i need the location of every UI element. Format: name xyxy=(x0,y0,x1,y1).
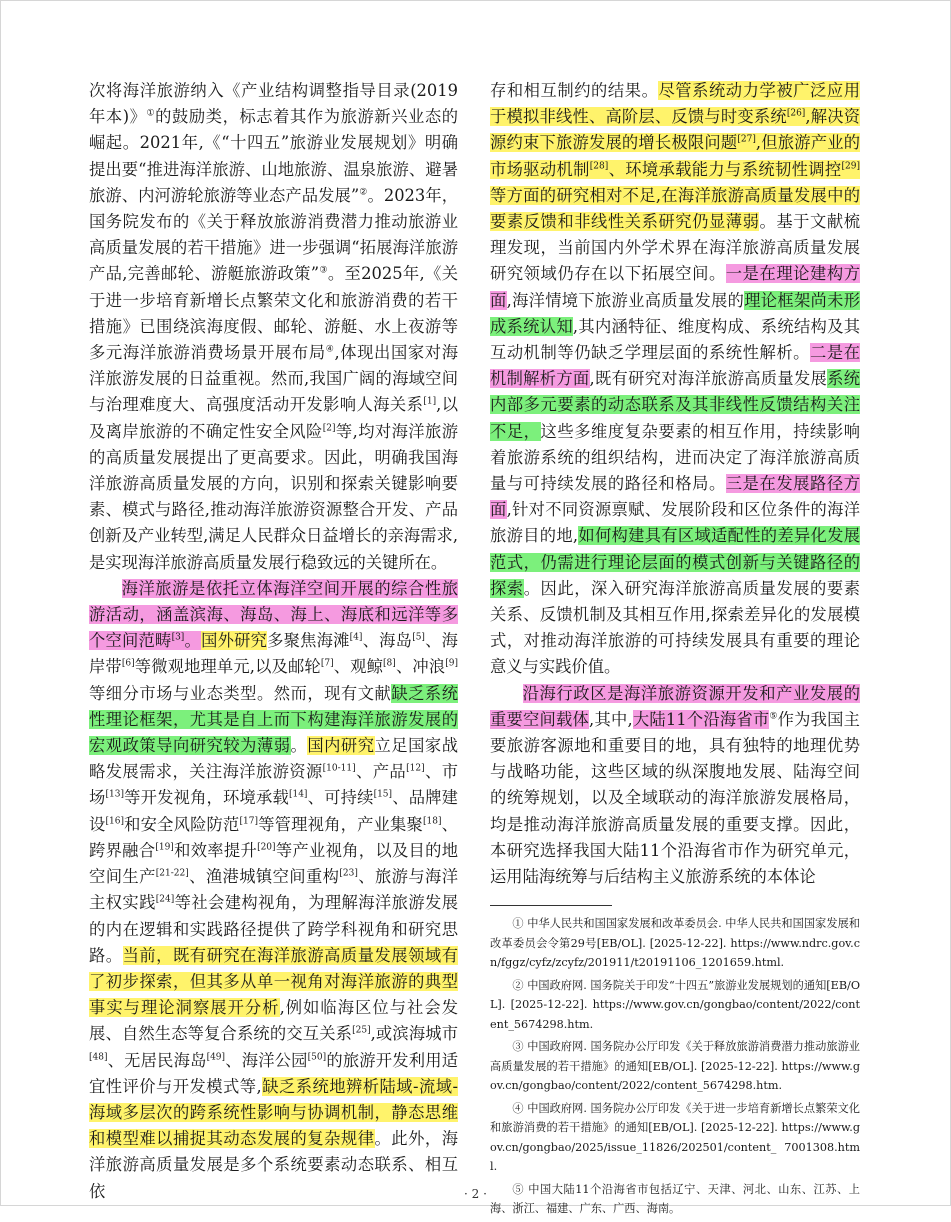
text-span: 立足国家战略发展需求，关注海洋旅游资源 xyxy=(89,736,458,782)
footnote-4: ④ 中国政府网. 国务院办公厅印发《关于进一步培育新增长点繁荣文化和旅游消费的若干措施》的通知[EB/OL]. [2025-12-22]. https://www.gov.cn/gongbao/2025/issue_11826/202501/content_ 7001308.html. xyxy=(490,1101,860,1174)
highlight-yellow: 国内研究 xyxy=(307,736,375,756)
right-paragraph-2 xyxy=(490,681,860,891)
citation: [4] xyxy=(349,632,363,643)
citation: [14] xyxy=(288,790,308,801)
text-span: 、海岛 xyxy=(362,631,413,651)
citation: [23] xyxy=(339,868,358,879)
citation: [1] xyxy=(423,397,437,408)
citation: [15] xyxy=(373,790,393,801)
footnote-2: ② 中国政府网. 国务院关于印发“十四五”旅游业发展规划的通知[EB/OL]. [2025-12-22]. https://www.gov.cn/gongbao/content/2022/content_5674298.htm. xyxy=(490,978,860,1031)
text-span: 多聚焦海滩 xyxy=(267,631,350,651)
text-span: ,以及离岸旅游的不确定性安全风险 xyxy=(89,395,458,441)
text-span: 等细分市场与业态类型。然而，现有文献 xyxy=(89,683,392,703)
text-span: 。此外，海洋旅游高质量发展是多个系统要素动态联系、相互依 xyxy=(89,1129,458,1201)
text-span: 的旅游开发利用适宜性评价与开发模式等, xyxy=(89,1050,458,1096)
footnote-marker: ③ xyxy=(319,266,328,276)
text-span: 、可持续 xyxy=(307,788,374,808)
text-span: 存和相互制约的结果。 xyxy=(490,81,659,100)
left-column xyxy=(89,78,458,1205)
text-span: 次将海洋旅游纳入《产业结构调整指导目录(2019年本)》 xyxy=(89,81,458,127)
right-column xyxy=(490,78,860,1222)
highlight-pink: 沿海行政区是海洋旅游资源开发和产业发展的重要空间载体 xyxy=(490,683,860,729)
text-span: 和效率提升 xyxy=(173,840,258,860)
text-span: 、无居民海岛 xyxy=(107,1050,207,1070)
text-span: 、旅游与海洋主权实践 xyxy=(89,867,458,913)
highlight-yellow xyxy=(490,81,860,231)
right-paragraph-1 xyxy=(490,78,860,681)
citation: [7] xyxy=(320,659,334,670)
text-span: 、产品 xyxy=(355,762,407,782)
citation: [10-11] xyxy=(322,763,356,774)
text-span: 。2023年，国务院发布的《关于释放旅游消费潜力推动旅游业高质量发展的若干措施》进一步强调“拓展海洋旅游产品,完善邮轮、游艇旅游政策” xyxy=(89,185,459,284)
citation: [20] xyxy=(257,842,276,853)
citation: [12] xyxy=(406,763,425,774)
text-span: ,海洋情境下旅游业高质量发展的 xyxy=(506,290,745,310)
citation: [8] xyxy=(383,659,396,670)
citation: [19] xyxy=(155,842,174,853)
citation: [24] xyxy=(155,894,175,905)
text-span: 、市场 xyxy=(89,762,458,808)
text-span: ,例如临海区位与社会发展、自然生态等复合系统的交互关系 xyxy=(89,998,458,1044)
footnote-marker: ① xyxy=(146,108,156,119)
footnote-3: ③ 中国政府网. 国务院办公厅印发《关于释放旅游消费潜力推动旅游业高质量发展的若干措施》的通知[EB/OL]. [2025-12-22]. https://www.gov.cn/gongbao/content/2022/content_5674298.htm. xyxy=(490,1040,860,1093)
text-span: 、跨界融合 xyxy=(89,814,458,860)
highlight-yellow: 国外研究 xyxy=(201,631,268,651)
citation: [18] xyxy=(422,816,442,827)
left-paragraph-2 xyxy=(89,576,458,1205)
citation: [21-22] xyxy=(155,868,189,879)
text-span: 等管理视角，产业集聚 xyxy=(258,814,423,834)
citation: [5] xyxy=(412,632,425,643)
citation: [16] xyxy=(105,816,124,827)
highlight-pink: 二是在机制解析方面 xyxy=(490,343,860,389)
footnote-marker: ⑤ xyxy=(769,711,778,722)
footnote-divider xyxy=(490,905,612,906)
text-span: ,体现出国家对海洋旅游发展的日益重视。然而,我国广阔的海域空间与治理难度大、高强度活动开发影响人海关系 xyxy=(89,343,458,415)
text-span: 。因此，深入研究海洋旅游高质量发展的要素关系、反馈机制及其相互作用,探索差异化的发展模式，对推动海洋旅游的可持续发展具有重要的理论意义与实践价值。 xyxy=(490,578,860,677)
highlight-pink: 一是在理论建构方面 xyxy=(490,264,860,310)
text-span: 。 xyxy=(290,736,308,756)
text-span: 等微观地理单元,以及邮轮 xyxy=(134,657,321,677)
text-span: 的鼓励类，标志着其作为旅游新兴业态的崛起。2021年,《“十四五”旅游业发展规划》明确提出要“推进海洋旅游、山地旅游、温泉旅游、避暑旅游、内河游轮旅游等业态产品发展” xyxy=(89,107,458,205)
page-number: · 2 · xyxy=(464,1187,487,1201)
highlight-pink: 三是在发展路径方面 xyxy=(490,474,860,520)
citation: [17] xyxy=(239,816,258,827)
citation: [48] xyxy=(89,1052,108,1063)
text-span: ,解决资源约束下旅游发展的增长极限问题 xyxy=(490,107,860,153)
highlight-pink: 大陆11个沿海省市 xyxy=(632,709,770,729)
highlight-green: 理论框架尚未形成系统认知 xyxy=(490,290,860,336)
text-span: 、环境承载能力与系统韧性调控 xyxy=(608,159,842,179)
citation: [27] xyxy=(737,134,756,145)
highlight-green: 缺乏系统性理论框架，尤其是自上而下构建海洋旅游发展的宏观政策导向研究较为薄弱 xyxy=(89,683,458,756)
citation: [3] xyxy=(171,632,185,643)
citation: [6] xyxy=(121,659,135,670)
footnote-marker: ② xyxy=(359,187,368,198)
text-span: 作为我国主要旅游客源地和重要目的地，具有独特的地理优势与战略功能，这些区域的纵深腹地发展、陆海空间的统筹规划，以及全域联动的海洋旅游发展格局，均是推动海洋旅游高质量发展的重要支撑。因此，本研究选择我国大陆11个沿海省市作为研究单元，运用陆海统筹与后结构主义旅游系统的本体论 xyxy=(490,709,860,887)
citation: [29] xyxy=(841,161,860,172)
text-span: 、海洋公园 xyxy=(225,1050,308,1070)
text-span: 、冲浪 xyxy=(395,657,446,677)
citation: [13] xyxy=(105,790,124,801)
text-span: 。基于文献梳理发现，当前国内外学术界在海洋旅游高质量发展研究领域仍存在以下拓展空间。 xyxy=(490,212,860,284)
text-span: 和安全风险防范 xyxy=(123,814,240,834)
citation: [50] xyxy=(307,1052,327,1063)
footnote-1: ① 中华人民共和国国家发展和改革委员会. 中华人民共和国国家发展和改革委员会令第29号[EB/OL]. [2025-12-22]. https://www.ndrc.gov.cn/fggz/cyfz/zcyfz/201911/t20191106_1201659.html. xyxy=(490,917,860,970)
text-span: 等,均对海洋旅游的高质量发展提出了更高要求。因此，明确我国海洋旅游高质量发展的方向，识别和探索关键影响要素、模式与路径,推动海洋旅游资源整合开发、产品创新及产业转型,满足人民群众日益增长的亲海需求,是实现海洋旅游高质量发展行稳致远的关键所在。 xyxy=(89,421,458,572)
text-span: 。 xyxy=(184,631,202,651)
highlight-green: 如何构建具有区域适配性的差异化发展范式，仍需进行理论层面的模式创新与关键路径的探索 xyxy=(490,526,860,598)
citation: [9] xyxy=(445,659,458,670)
citation: [28] xyxy=(589,161,609,172)
left-paragraph-1 xyxy=(89,78,458,576)
citation: [49] xyxy=(206,1052,226,1063)
text-span: ,其中, xyxy=(589,709,633,729)
text-span: 等开发视角，环境承载 xyxy=(123,788,289,808)
text-span: 海洋旅游是依托立体海洋空间开展的综合性旅游活动，涵盖滨海、海岛、海上、海底和远洋等多个空间范畴 xyxy=(89,578,458,651)
text-span: 尽管系统动力学被广泛应用于模拟非线性、高阶层、反馈与时变系统 xyxy=(490,81,860,127)
text-span: ,既有研究对海洋旅游高质量发展 xyxy=(589,369,828,389)
text-span: ,但旅游产业的市场驱动机制 xyxy=(490,133,860,179)
citation: [25] xyxy=(352,1025,371,1036)
footnotes xyxy=(490,914,860,1219)
footnote-5: ⑤ 中国大陆11个沿海省市包括辽宁、天津、河北、山东、江苏、上海、浙江、福建、广东、广西、海南。 xyxy=(490,1182,860,1216)
text-span: 、渔港城镇空间重构 xyxy=(188,867,340,887)
citation: [2] xyxy=(322,423,336,434)
text-span: ,针对不同资源禀赋、发展阶段和区位条件的海洋旅游目的地, xyxy=(490,500,860,546)
highlight-yellow: 缺乏系统地辨析陆域-流域-海域多层次的跨系统性影响与协调机制，静态思维和模型难以捕捉其动态发展的复杂规律 xyxy=(89,1076,458,1149)
text-span: 、观鲸 xyxy=(333,657,384,677)
text-span: 、海岸带 xyxy=(89,631,458,677)
text-span: 等社会建构视角，为理解海洋旅游发展的内在逻辑和实践路径提供了跨学科视角和研究思路。 xyxy=(89,893,458,965)
text-span: ,其内涵特征、维度构成、系统结构及其互动机制等仍缺乏学理层面的系统性解析。 xyxy=(490,316,860,363)
text-span: 等产业视角，以及目的地空间生产 xyxy=(89,840,458,887)
text-span: 等方面的研究相对不足,在海洋旅游高质量发展中的要素反馈和非线性关系研究仍显薄弱 xyxy=(490,185,860,232)
text-span: ,或滨海城市 xyxy=(370,1024,458,1044)
highlight-yellow: 当前，既有研究在海洋旅游高质量发展领域有了初步探索，但其多从单一视角对海洋旅游的典型事实与理论洞察展开分析 xyxy=(89,945,458,1018)
highlight-green: 系统内部多元要素的动态联系及其非线性反馈结构关注不足， xyxy=(490,369,860,441)
footnote-marker: ④ xyxy=(325,344,335,355)
citation: [26] xyxy=(786,108,806,119)
text-span: 。至2025年,《关于进一步培育新增长点繁荣文化和旅游消费的若干措施》已围绕滨海度假、邮轮、游艇、水上夜游等多元海洋旅游消费场景开展布局 xyxy=(89,264,458,363)
text-span: 、品牌建设 xyxy=(89,788,458,834)
text-span: 这些多维度复杂要素的相互作用，持续影响着旅游系统的组织结构，进而决定了海洋旅游高质量与可持续发展的路径和格局。 xyxy=(490,421,860,494)
